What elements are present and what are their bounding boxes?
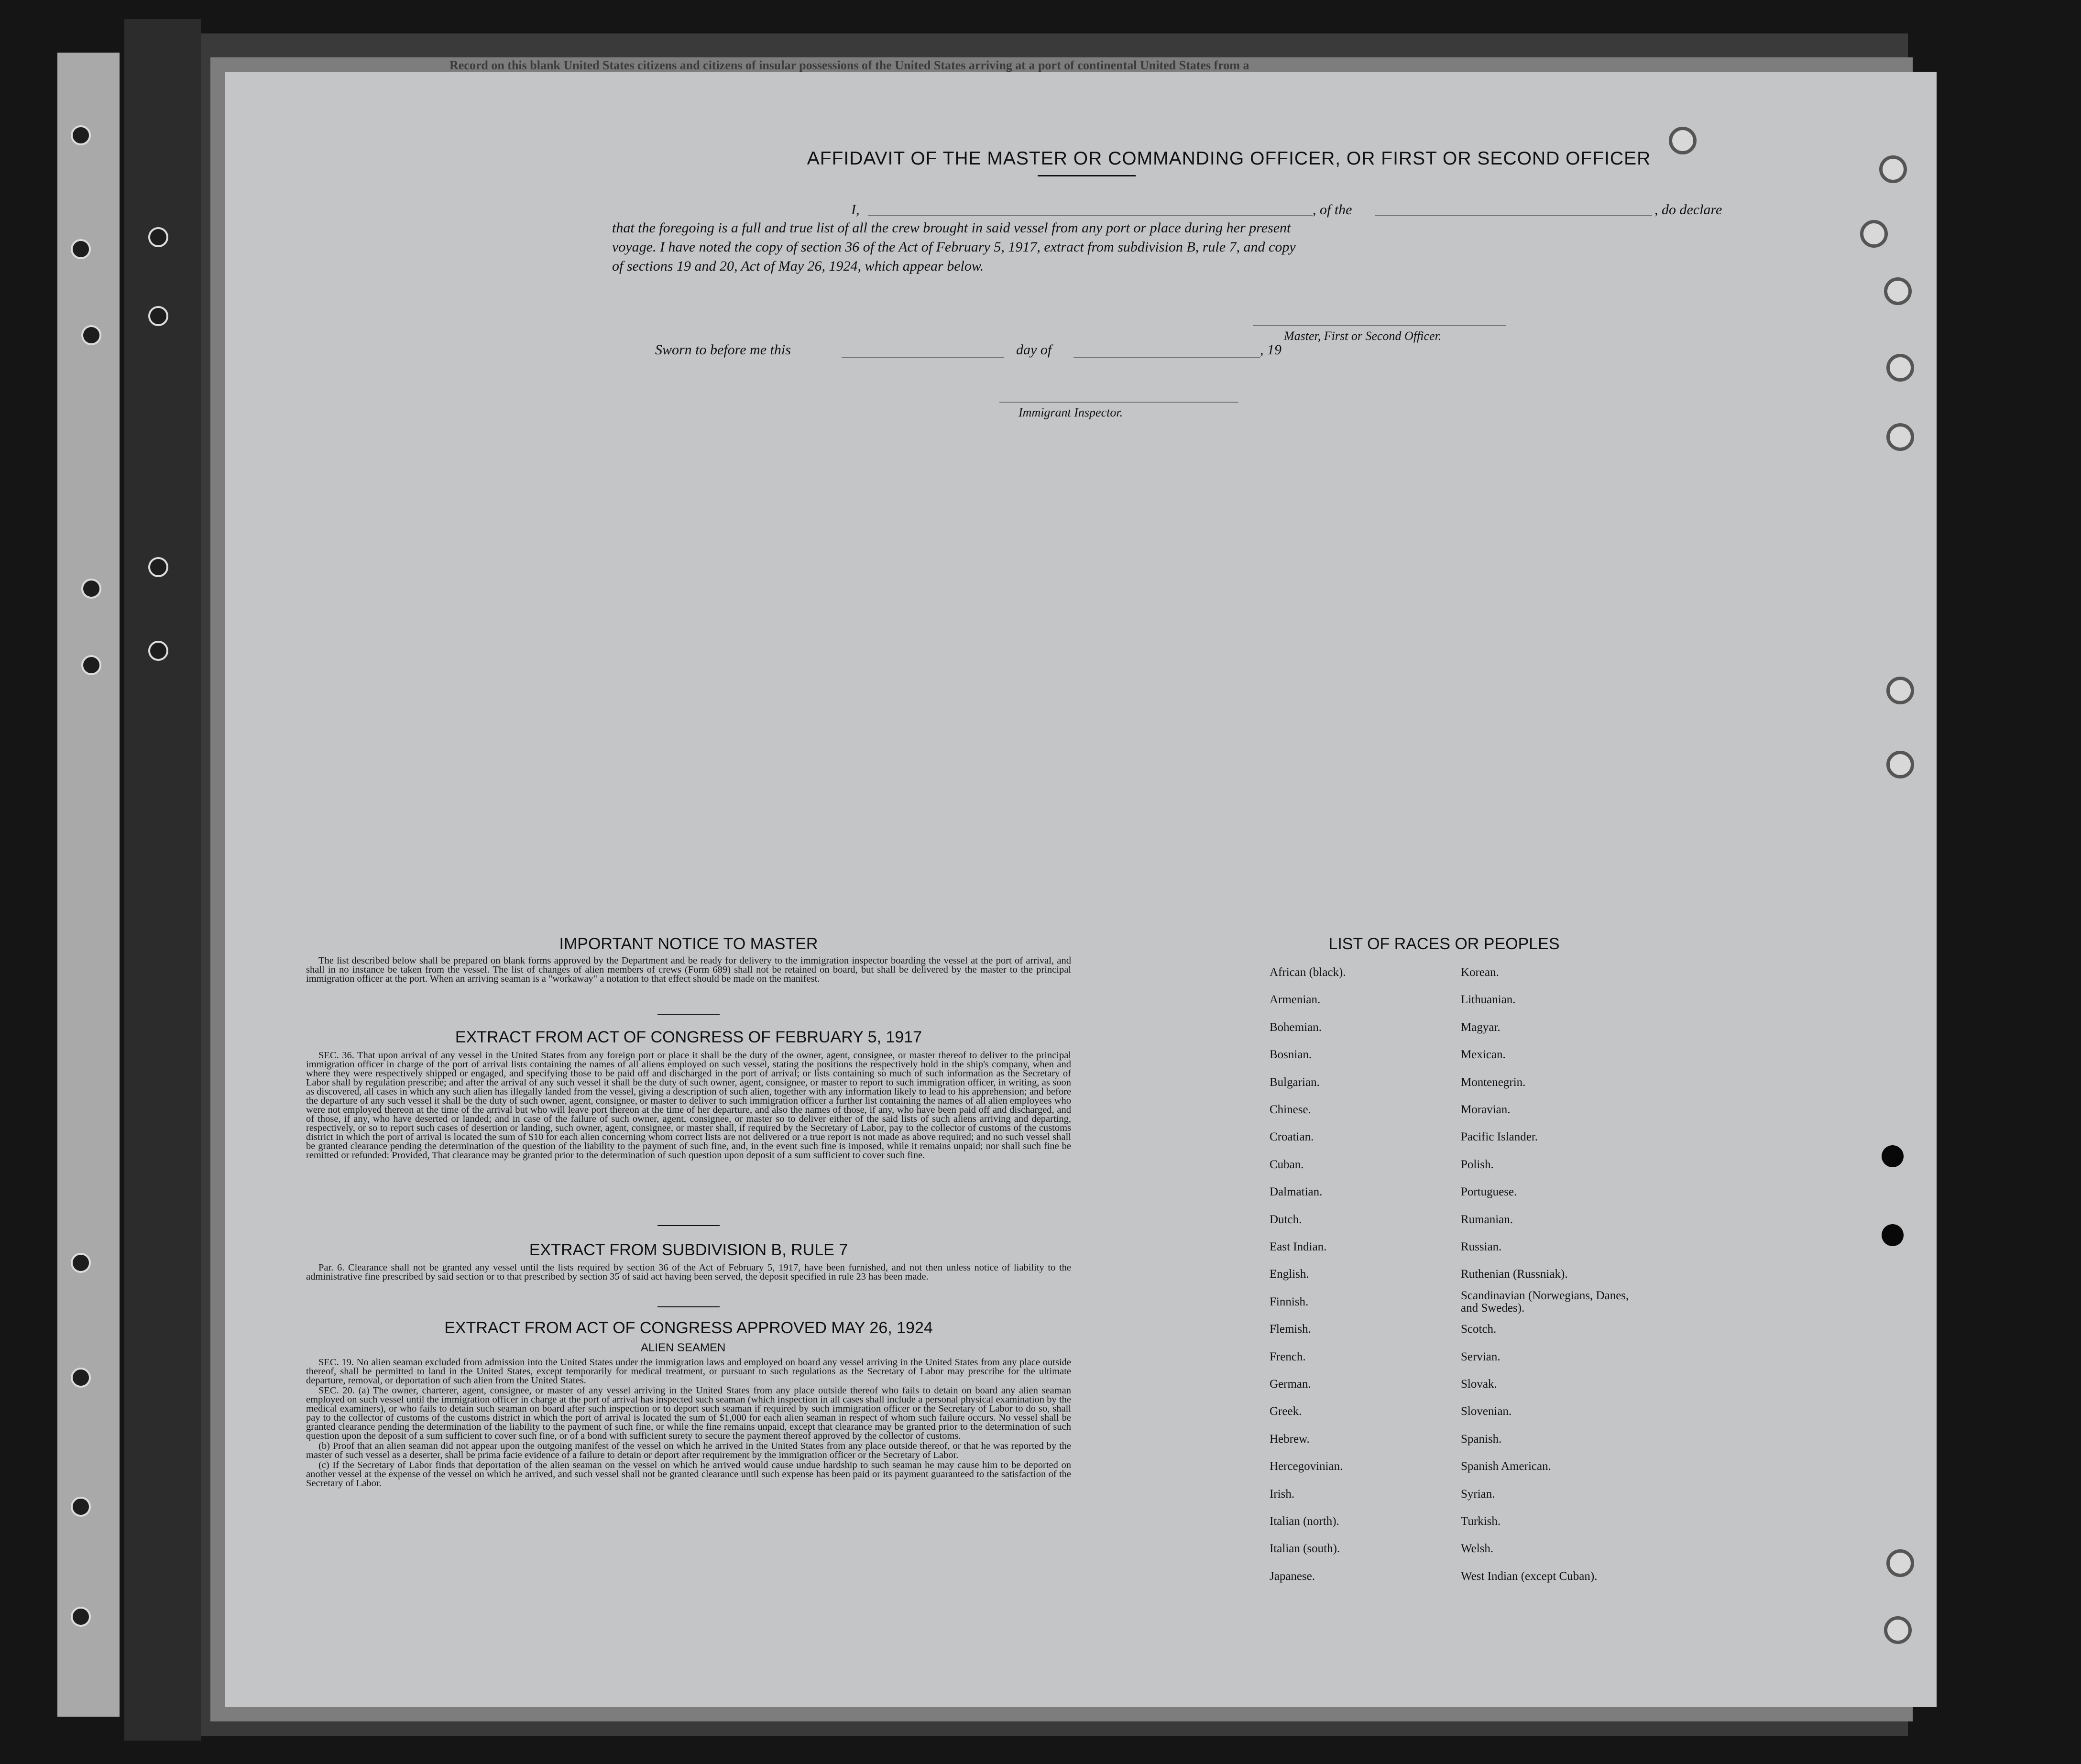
race-item: German. bbox=[1270, 1378, 1311, 1391]
binder-hole bbox=[71, 239, 91, 259]
binder-hole bbox=[71, 125, 91, 145]
race-item: Slovenian. bbox=[1461, 1405, 1512, 1418]
alien-seamen-subtitle: ALIEN SEAMEN bbox=[641, 1341, 726, 1354]
punch-hole bbox=[1884, 277, 1912, 305]
race-item: Armenian. bbox=[1270, 993, 1321, 1007]
race-item: Pacific Islander. bbox=[1461, 1130, 1538, 1144]
binder-hole bbox=[71, 1497, 91, 1517]
binder-hole bbox=[71, 1253, 91, 1273]
sec-19-paragraph: SEC. 19. No alien seaman excluded from admission into the United States under the immigration laws and employed on board any vessel arriving in the United States from any place outside thereof, shall be permitted to land in the United States, except temporarily for medical treatment, or pursuant to such regulations as the Secretary of Labor may prescribe for the ultimate departure, removal, or deportation of such alien from the United States. bbox=[306, 1357, 1071, 1386]
race-item: Moravian. bbox=[1461, 1103, 1511, 1116]
race-item: Croatian. bbox=[1270, 1130, 1314, 1144]
race-item: Scandinavian (Norwegians, Danes, and Swedes). bbox=[1461, 1289, 1629, 1315]
race-item: English. bbox=[1270, 1268, 1309, 1281]
race-item: Magyar. bbox=[1461, 1020, 1501, 1034]
race-item: Hebrew. bbox=[1270, 1432, 1310, 1446]
year-text: , 19 bbox=[1260, 342, 1281, 358]
race-item: Russian. bbox=[1461, 1240, 1502, 1253]
sworn-day-blank bbox=[842, 357, 1004, 358]
binder-hole bbox=[81, 655, 101, 675]
race-item: Scotch. bbox=[1461, 1323, 1497, 1336]
title-rule bbox=[1038, 175, 1136, 176]
race-item: East Indian. bbox=[1270, 1240, 1327, 1253]
race-item: Lithuanian. bbox=[1461, 993, 1516, 1007]
race-item: Bohemian. bbox=[1270, 1020, 1322, 1034]
binder-hole bbox=[148, 227, 168, 247]
affidavit-i: I, bbox=[851, 202, 860, 218]
race-item: Dalmatian. bbox=[1270, 1185, 1323, 1199]
binder-hole bbox=[71, 1368, 91, 1388]
rule7-text bbox=[306, 1263, 1071, 1282]
punch-hole bbox=[1886, 677, 1914, 704]
race-item: Italian (north). bbox=[1270, 1515, 1339, 1528]
punch-hole bbox=[1879, 155, 1907, 183]
race-item: Finnish. bbox=[1270, 1295, 1309, 1308]
race-item: Flemish. bbox=[1270, 1323, 1311, 1336]
binder-hole bbox=[81, 325, 101, 345]
rule7-paragraph: Par. 6. Clearance shall not be granted any vessel until the lists required by section 36 of the Act of February 5, 1917, have been furnished, and not then unless notice of liability to the administrative fine prescribed by said section or to that prescribed by section 35 of said act having been served, the deposit specified in rule 23 has been made. bbox=[306, 1262, 1071, 1282]
inspector-signature-line bbox=[999, 402, 1238, 403]
race-item: Montenegrin. bbox=[1461, 1075, 1526, 1089]
race-item: Slovak. bbox=[1461, 1378, 1497, 1391]
race-item: Bosnian. bbox=[1270, 1048, 1312, 1062]
punch-hole bbox=[1886, 423, 1914, 451]
race-item: Mexican. bbox=[1461, 1048, 1506, 1062]
sworn-month-blank bbox=[1073, 357, 1260, 358]
affidavit-line-3: voyage. I have noted the copy of section 36 of the Act of February 5, 1917, extract from subdivision B, rule 7, and copy bbox=[612, 239, 1296, 255]
punch-hole bbox=[1886, 354, 1914, 382]
race-item: Ruthenian (Russniak). bbox=[1461, 1268, 1568, 1281]
race-item: Korean. bbox=[1461, 966, 1499, 979]
punch-dot bbox=[1882, 1145, 1904, 1167]
punch-hole bbox=[1884, 1616, 1912, 1644]
race-item: Polish. bbox=[1461, 1158, 1494, 1171]
binder-hole bbox=[71, 1607, 91, 1627]
race-item: Greek. bbox=[1270, 1405, 1302, 1418]
master-label: Master, First or Second Officer. bbox=[1284, 329, 1442, 343]
race-item: Portuguese. bbox=[1461, 1185, 1517, 1199]
section-rule bbox=[657, 1225, 720, 1226]
master-signature-line bbox=[1253, 325, 1506, 326]
section-rule bbox=[657, 1306, 720, 1307]
binder-hole bbox=[81, 579, 101, 599]
sec-20c-paragraph: (c) If the Secretary of Labor finds that deportation of the alien seaman on the vessel on which he arrived would cause undue hardship to such seaman he may cause him to be deported on another vessel at the expense of the vessel on which he arrived, and such vessel shall not be granted clearance until such expense has been paid or its payment guaranteed to the satisfaction of the Secretary of Labor. bbox=[306, 1460, 1071, 1489]
race-item: Rumanian. bbox=[1461, 1213, 1513, 1226]
affidavit-line-4: of sections 19 and 20, Act of May 26, 1924, which appear below. bbox=[612, 258, 984, 274]
binder-hole bbox=[148, 641, 168, 661]
affidavit-line-2: that the foregoing is a full and true list of all the crew brought in said vessel from any port or place during her present bbox=[612, 220, 1291, 236]
race-item: Irish. bbox=[1270, 1487, 1295, 1501]
name-blank bbox=[868, 215, 1313, 216]
rule7-title: EXTRACT FROM SUBDIVISION B, RULE 7 bbox=[529, 1241, 848, 1259]
race-item: Syrian. bbox=[1461, 1487, 1495, 1501]
extract-1924-text bbox=[306, 1358, 1071, 1489]
race-item: Dutch. bbox=[1270, 1213, 1302, 1226]
punch-hole bbox=[1886, 1549, 1914, 1577]
notice-text bbox=[306, 956, 1071, 985]
manifest-page bbox=[225, 58, 1937, 1707]
sworn-text: Sworn to before me this bbox=[655, 342, 791, 358]
affidavit-of-the: , of the bbox=[1313, 202, 1352, 218]
race-item: Welsh. bbox=[1461, 1542, 1494, 1556]
binder-spine bbox=[124, 19, 201, 1741]
race-item: Cuban. bbox=[1270, 1158, 1304, 1171]
race-item: Spanish American. bbox=[1461, 1460, 1551, 1473]
extract-1917-text bbox=[306, 1051, 1071, 1161]
binder-hole bbox=[148, 557, 168, 577]
race-item: French. bbox=[1270, 1350, 1306, 1363]
race-item: African (black). bbox=[1270, 966, 1346, 979]
notice-paragraph: The list described below shall be prepared on blank forms approved by the Department and be ready for delivery to the immigration inspector boarding the vessel at the port of arrival, and shall in no instance be taken from the vessel. The list of changes of alien members of crews (Form 689) shall not be retained on board, but shall be delivered by the master to the principal immigration officer at the port. When an arriving seaman is a "workaway" a notation to that effect should be made on the manifest. bbox=[306, 955, 1071, 984]
race-item: Chinese. bbox=[1270, 1103, 1311, 1116]
race-item: Spanish. bbox=[1461, 1432, 1502, 1446]
extract-1917-paragraph: SEC. 36. That upon arrival of any vessel in the United States from any foreign port or place it shall be the duty of the owner, agent, consignee, or master thereof to deliver to the principal immigration officer in charge of the port of arrival lists containing the names of all aliens employed on such vessel, stating the positions the respectively hold in the ship's company, when and where they were respectively shipped or engaged, and specifying those to be paid off and discharged in the port of arrival; or lists containing so much of such information as the Secretary of Labor shall by regulation prescribe; and after the arrival of any such vessel it shall be the duty of such owner, agent, consignee, or master to report to such immigration officer, in writing, as soon as discovered, all cases in which any such alien has illegally landed from the vessel, giving a description of such alien, together with any information likely to lead to his apprehension; and before the departure of any such vessel it shall be the duty of such owner, agent, consignee, or master to deliver to such immigration officer a further list containing the names of all alien employees who were not employed thereon at the time of the arrival but who will leave port thereon at the time of her departure, and also the names of those, if any, who have been paid off and discharged, and of those, if any, who have deserted or landed; and in case of the failure of such owner, agent, consignee, or master so to deliver either of the said lists of such aliens arriving and departing, respectively, or so to report such cases of desertion or landing, such owner, agent, consignee, or master shall, if required by the Secretary of Labor, pay to the collector of customs of the customs district in which the port of arrival is located the sum of $10 for each alien concerning whom correct lists are not delivered or a true report is not made as above required; and no such vessel shall be granted clearance pending the determination of the question of the liability to the payment of such fine, and, in the event such fine is imposed, while it remains unpaid; nor shall such fine be remitted or refunded: Provided, That clearance may be granted prior to the determination of such question upon deposit of a sum sufficient to cover such fine. bbox=[306, 1050, 1071, 1161]
sec-20a-paragraph: SEC. 20. (a) The owner, charterer, agent, consignee, or master of any vessel arriving in the United States from any place outside thereof who fails to detain on board any alien seaman employed on such vessel until the immigration officer in charge at the port of arrival has inspected such seaman (which inspection in all cases shall include a personal physical examination by the medical examiners), or who fails to detain such seaman on board after such inspection or to deport such seaman if required by such immigration officer or the Secretary of Labor to do so, shall pay to the collector of customs of the customs district in which the port of arrival is located the sum of $1,000 for each alien seaman in respect of whom such failure occurs. No vessel shall be granted clearance pending the determination of the liability to the payment of such fine, or while the fine remains unpaid, except that clearance may be granted prior to the determination of such question upon the deposit of a sum sufficient to cover such fine, or of a bond with sufficient surety to secure the payment thereof approved by the collector of customs. bbox=[306, 1385, 1071, 1441]
punch-dot bbox=[1882, 1224, 1904, 1246]
punch-hole bbox=[1860, 220, 1888, 248]
extract-1924-title: EXTRACT FROM ACT OF CONGRESS APPROVED MAY 26, 1924 bbox=[444, 1319, 933, 1337]
race-item: Servian. bbox=[1461, 1350, 1501, 1363]
punch-hole bbox=[1886, 751, 1914, 778]
vessel-blank bbox=[1375, 215, 1652, 216]
extract-1917-title: EXTRACT FROM ACT OF CONGRESS OF FEBRUARY 5, 1917 bbox=[455, 1028, 922, 1046]
races-title: LIST OF RACES OR PEOPLES bbox=[1328, 935, 1560, 953]
affidavit-declare: , do declare bbox=[1654, 202, 1722, 218]
left-margin-strip bbox=[57, 53, 120, 1717]
section-rule bbox=[657, 1014, 720, 1015]
notice-title: IMPORTANT NOTICE TO MASTER bbox=[559, 935, 818, 953]
race-item: Hercegovinian. bbox=[1270, 1460, 1343, 1473]
race-item: West Indian (except Cuban). bbox=[1461, 1569, 1598, 1583]
binder-hole bbox=[148, 306, 168, 326]
race-item: Italian (south). bbox=[1270, 1542, 1340, 1556]
race-item: Bulgarian. bbox=[1270, 1075, 1320, 1089]
race-item: Turkish. bbox=[1461, 1515, 1501, 1528]
sec-20b-paragraph: (b) Proof that an alien seaman did not appear upon the outgoing manifest of the vessel on which he arrived in the United States from any place outside thereof, or that he was reported by the master of such vessel as a deserter, shall be prima facie evidence of a failure to detain or deport after requirement by the immigration officer or the Secretary of Labor. bbox=[306, 1441, 1071, 1460]
bleed-through-text: Record on this blank United States citizens and citizens of insular possessions of the United States arriving at a port of continental United States from a bbox=[449, 58, 1249, 72]
race-item: Japanese. bbox=[1270, 1569, 1315, 1583]
inspector-label: Immigrant Inspector. bbox=[1019, 405, 1123, 419]
day-of-text: day of bbox=[1016, 342, 1052, 358]
affidavit-title: AFFIDAVIT OF THE MASTER OR COMMANDING OFFICER, OR FIRST OR SECOND OFFICER bbox=[807, 148, 1651, 169]
